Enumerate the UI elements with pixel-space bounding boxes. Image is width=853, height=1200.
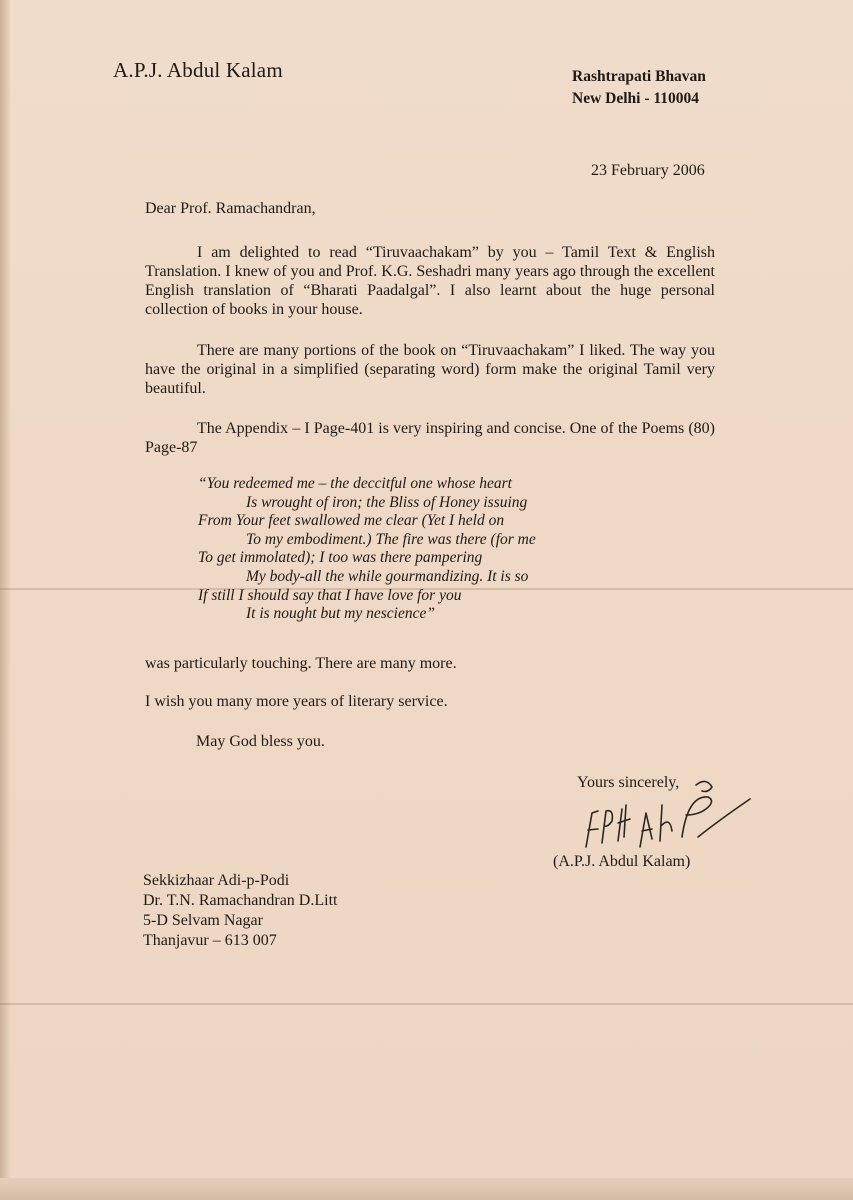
poem-line: If still I should say that I have love for you — [198, 586, 462, 604]
closing-line: was particularly touching. There are many more. — [145, 655, 457, 672]
poem-line: From Your feet swallowed me clear (Yet I held on — [198, 512, 505, 530]
closing-blessing: May God bless you. — [196, 733, 325, 750]
closing-line: I wish you many more years of literary service. — [145, 693, 448, 710]
salutation: Dear Prof. Ramachandran, — [145, 200, 316, 217]
poem-line: “You redeemed me – the deccitful one whose heart — [198, 475, 512, 492]
recipient-line: Sekkizhaar Adi-p-Podi — [143, 872, 290, 889]
recipient-line: Thanjavur – 613 007 — [143, 932, 277, 949]
paper-fold-line — [0, 1003, 853, 1005]
letter-date: 23 February 2006 — [591, 162, 705, 179]
body-paragraph — [145, 419, 715, 457]
address-line: Rashtrapati Bhavan — [572, 68, 706, 85]
body-paragraph — [145, 243, 715, 319]
paper-edge-bottom — [0, 1178, 853, 1200]
poem-line: Is wrought of iron; the Bliss of Honey issuing — [246, 493, 528, 511]
poem-line: My body-all the while gourmandizing. It is so — [246, 567, 529, 585]
poem-line: To my embodiment.) The fire was there (for me — [246, 530, 536, 548]
handwritten-signature — [578, 775, 758, 860]
poem-line: It is nought but my nescience” — [246, 605, 435, 623]
paper-edge-left — [0, 0, 10, 1200]
signatory-name: (A.P.J. Abdul Kalam) — [553, 853, 691, 870]
sender-address — [572, 66, 706, 110]
sender-name: A.P.J. Abdul Kalam — [113, 58, 283, 82]
poem-line: To get immolated); I too was there pampering — [198, 549, 483, 567]
paragraph-text: There are many portions of the book on “Tiruvaachakam” I liked. The way you have the original in a simplified (separating word) form make the original Tamil very beautiful. — [145, 342, 715, 397]
poem-quote — [198, 475, 536, 624]
recipient-line: Dr. T.N. Ramachandran D.Litt — [143, 892, 338, 909]
body-paragraph — [145, 341, 715, 398]
paragraph-text: I am delighted to read “Tiruvaachakam” by you – Tamil Text & English Translation. I knew of you and Prof. K.G. Seshadri many years ago through the excellent English translation of “Bharati Paadalgal”. I also learnt about the huge personal collection of books in your house. — [145, 244, 715, 318]
paragraph-text: The Appendix – I Page-401 is very inspiring and concise. One of the Poems (80) Page-87 — [145, 420, 715, 456]
valediction: Yours sincerely, — [577, 774, 680, 791]
recipient-address — [143, 871, 337, 951]
address-line: New Delhi - 110004 — [572, 90, 700, 107]
recipient-line: 5-D Selvam Nagar — [143, 912, 263, 929]
